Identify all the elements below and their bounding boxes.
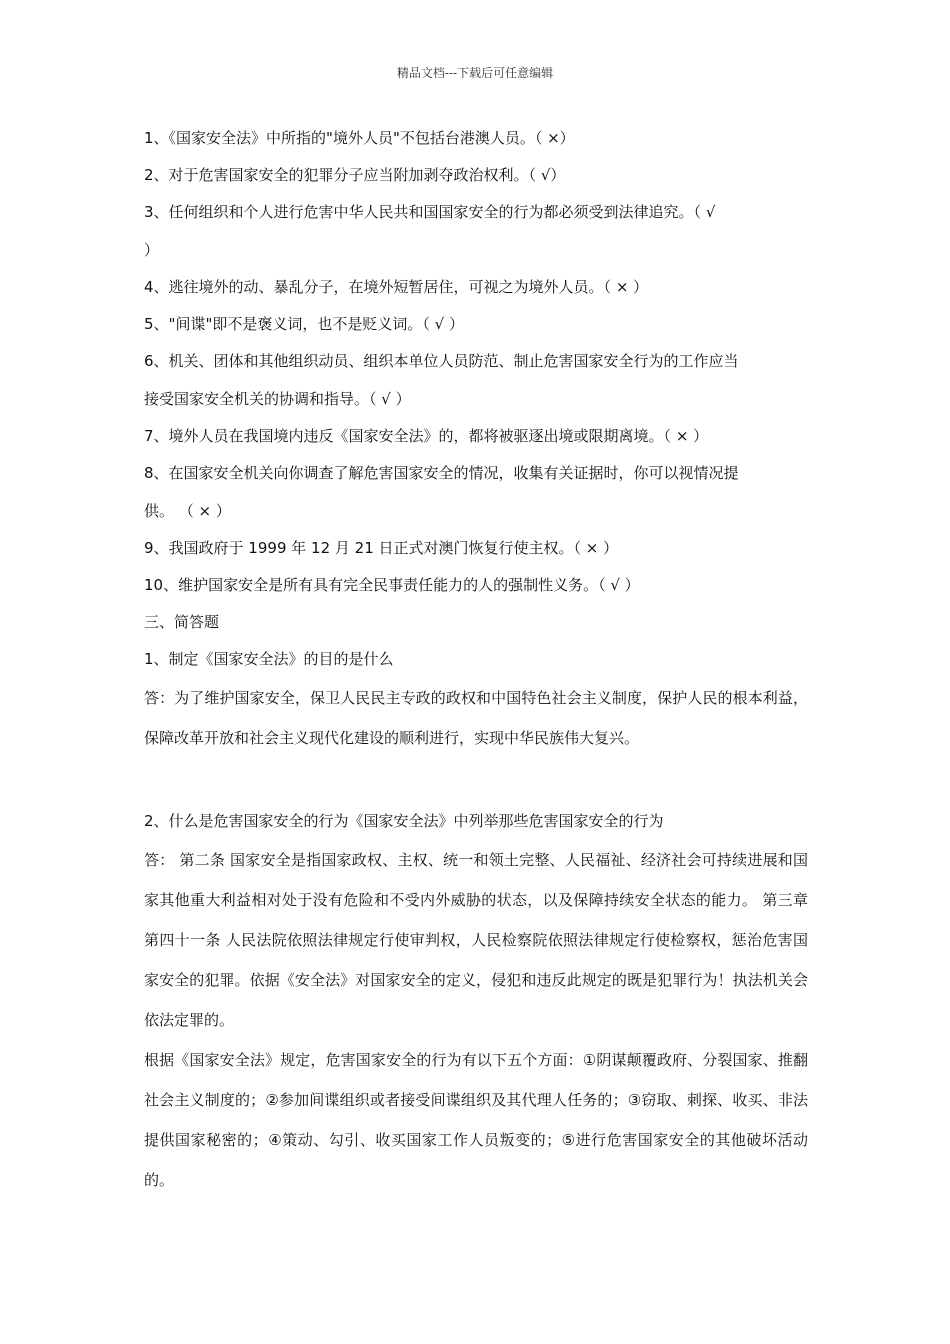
tf-item-2: 2、对于危害国家安全的犯罪分子应当附加剥夺政治权利。（ √） [144,166,566,184]
tf-item-1: 1、《国家安全法》中所指的"境外人员"不包括台港澳人员。（ ×） [144,129,575,147]
tf-item-9: 9、我国政府于 1999 年 12 月 21 日正式对澳门恢复行使主权。（ × ） [144,539,619,557]
section-title: 三、简答题 [144,613,220,631]
answer-1: 答：为了维护国家安全，保卫人民民主专政的政权和中国特色社会主义制度，保护人民的根本利益，保障改革开放和社会主义现代化建设的顺利进行，实现中华民族伟大复兴。 [144,689,808,747]
spacer [144,758,808,803]
tf-item-6-continued: 接受国家安全机关的协调和指导。（ √ ） [144,390,411,408]
tf-item-3: 3、任何组织和个人进行危害中华人民共和国国家安全的行为都必须受到法律追究。（ √ [144,203,716,221]
tf-item-5: 5、"间谍"即不是褒义词，也不是贬义词。（ √ ） [144,315,464,333]
tf-item-8-continued: 供。 （ × ） [144,502,231,520]
question-1: 1、制定《国家安全法》的目的是什么 [144,650,394,668]
tf-item-4: 4、逃往境外的动、暴乱分子，在境外短暂居住，可视之为境外人员。（ × ） [144,278,649,296]
tf-item-7: 7、境外人员在我国境内违反《国家安全法》的，都将被驱逐出境或限期离境。（ × ） [144,427,709,445]
tf-item-8: 8、在国家安全机关向你调查了解危害国家安全的情况，收集有关证据时，你可以视情况提 [144,464,739,482]
page-header: 精品文档---下载后可任意编辑 [396,66,554,80]
answer-2-part-2: 根据《国家安全法》规定，危害国家安全的行为有以下五个方面：①阴谋颠覆政府、分裂国家、推翻社会主义制度的；②参加间谍组织或者接受间谍组织及其代理人任务的；③窃取、刺探、收买、非法提供国家秘密的；④策动、勾引、收买国家工作人员叛变的；⑤进行危害国家安全的其他破坏活动的。 [144,1051,808,1189]
tf-item-6: 6、机关、团体和其他组织动员、组织本单位人员防范、制止危害国家安全行为的工作应当 [144,352,739,370]
tf-item-3-continued: ） [144,241,160,259]
question-2: 2、什么是危害国家安全的行为《国家安全法》中列举那些危害国家安全的行为 [144,812,664,830]
answer-2-part-1: 答： 第二条 国家安全是指国家政权、主权、统一和领土完整、人民福祉、经济社会可持续进展和国家其他重大利益相对处于没有危险和不受内外威胁的状态，以及保障持续安全状态的能力。 第三章 第四十一条 人民法院依照法律规定行使审判权，人民检察院依照法律规定行使检察权，惩治危害国家安全的犯罪。依据《安全法》对国家安全的定义，侵犯和违反此规定的既是犯罪行为！执法机关会依法定罪的。 [144,851,808,1029]
tf-item-10: 10、维护国家安全是所有具有完全民事责任能力的人的强制性义务。（ √ ） [144,576,640,594]
document-body [144,120,808,1200]
